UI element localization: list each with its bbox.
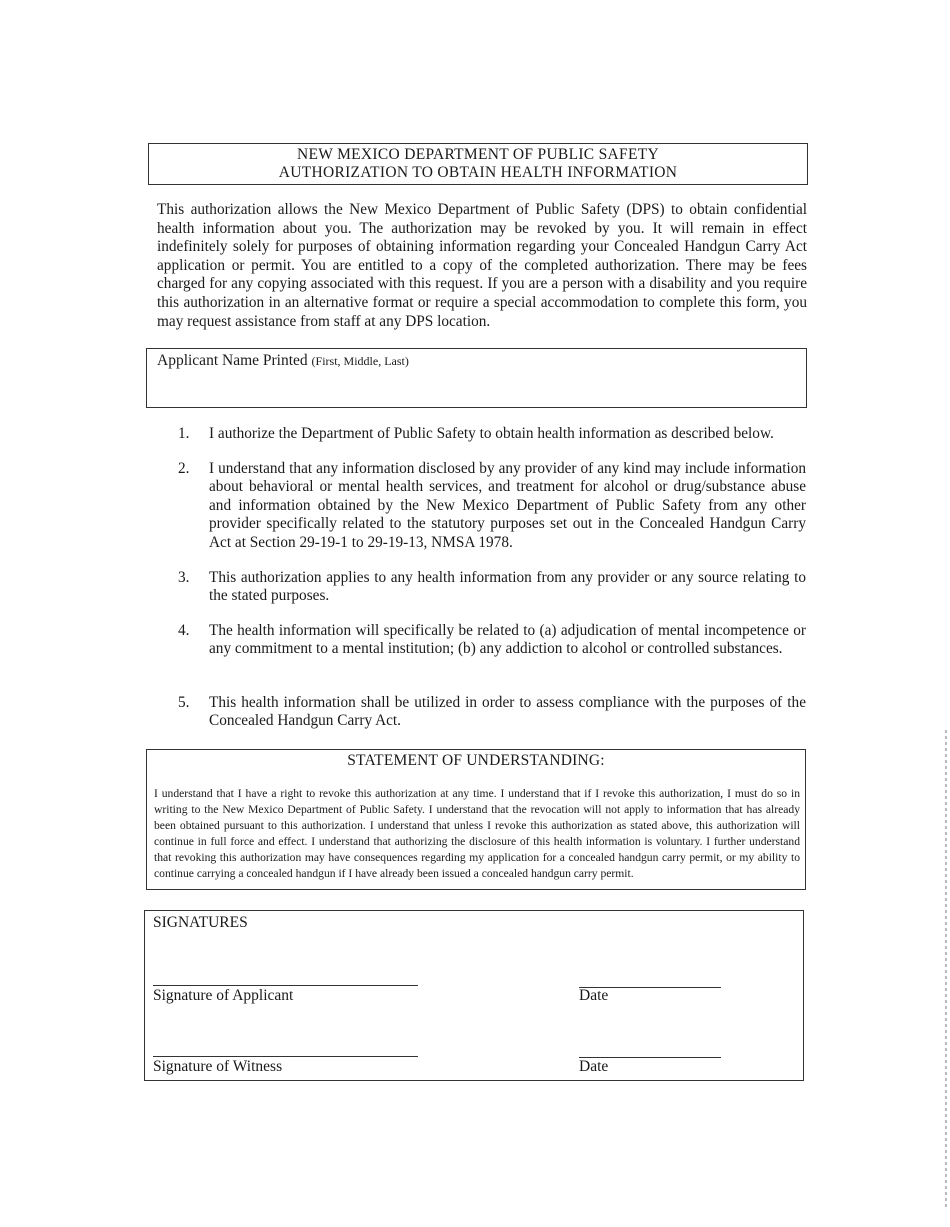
applicant-signature-line[interactable] [153, 985, 418, 986]
statement-title: STATEMENT OF UNDERSTANDING: [347, 752, 605, 769]
item-number: 4. [178, 622, 190, 639]
item-text: The health information will specifically be related to (a) adjudication of mental incompetence or any commitment to a mental institution; (b) any addiction to alcohol or controlled substances. [209, 622, 806, 658]
applicant-name-field[interactable] [146, 348, 807, 408]
item-number: 1. [178, 425, 190, 442]
statement-of-understanding [146, 749, 806, 890]
list-item [178, 694, 806, 734]
department-title: NEW MEXICO DEPARTMENT OF PUBLIC SAFETY [297, 146, 659, 163]
item-text: I understand that any information disclosed by any provider of any kind may include information about behavioral or mental health services, and treatment for alcohol or drug/substance abuse and information obtained by the New Mexico Department of Public Safety from any other provider specifically related to the statutory purposes set out in the Concealed Handgun Carry Act at Section 29-19-1 to 29-19-13, NMSA 1978. [209, 460, 806, 551]
applicant-date-label: Date [579, 987, 609, 1004]
witness-date-label: Date [579, 1058, 609, 1075]
signatures-section [144, 910, 804, 1081]
list-item [178, 460, 806, 555]
item-text: This authorization applies to any health information from any provider or any source relating to the stated purposes. [209, 569, 806, 605]
item-number: 5. [178, 694, 190, 711]
signatures-title: SIGNATURES [153, 914, 248, 931]
list-item [178, 622, 806, 680]
applicant-signature-label: Signature of Applicant [153, 987, 294, 1004]
intro-paragraph: This authorization allows the New Mexico Department of Public Safety (DPS) to obtain confidential health information about you. The authorization may be revoked by you. It will remain in effect indefinitely solely for purposes of obtaining information regarding your Concealed Handgun Carry Act application or permit. You are entitled to a copy of the completed authorization. There may be fees charged for any copying associated with this request. If you are a person with a disability and you require this authorization in an alternative format or require a special accommodation to complete this form, you may request assistance from staff at any DPS location. [157, 201, 807, 330]
applicant-name-hint: (First, Middle, Last) [311, 354, 409, 368]
list-item [178, 569, 806, 609]
item-text: This health information shall be utilized in order to assess compliance with the purposes of the Concealed Handgun Carry Act. [209, 694, 806, 730]
form-title: AUTHORIZATION TO OBTAIN HEALTH INFORMATION [278, 164, 678, 181]
witness-signature-line[interactable] [153, 1056, 418, 1057]
applicant-name-label [157, 352, 409, 370]
item-number: 2. [178, 460, 190, 477]
item-number: 3. [178, 569, 190, 586]
item-text: I authorize the Department of Public Safety to obtain health information as described below. [209, 425, 774, 442]
form-header [148, 143, 808, 185]
list-item [178, 425, 806, 445]
scan-edge-artifact [945, 730, 947, 1210]
statement-text: I understand that I have a right to revoke this authorization at any time. I understand that if I revoke this authorization, I must do so in writing to the New Mexico Department of Public Safety. I understand that the revocation will not apply to information that has already been obtained pursuant to this authorization. I understand that unless I revoke this authorization as stated above, this authorization will continue in full force and effect. I understand that authorizing the disclosure of this health information is voluntary. I further understand that revoking this authorization may have consequences regarding my application for a concealed handgun carry permit, or my ability to continue carrying a concealed handgun if I have already been issued a concealed handgun carry permit. [154, 787, 800, 881]
witness-signature-label: Signature of Witness [153, 1058, 283, 1075]
applicant-name-label-text: Applicant Name Printed [157, 352, 312, 369]
